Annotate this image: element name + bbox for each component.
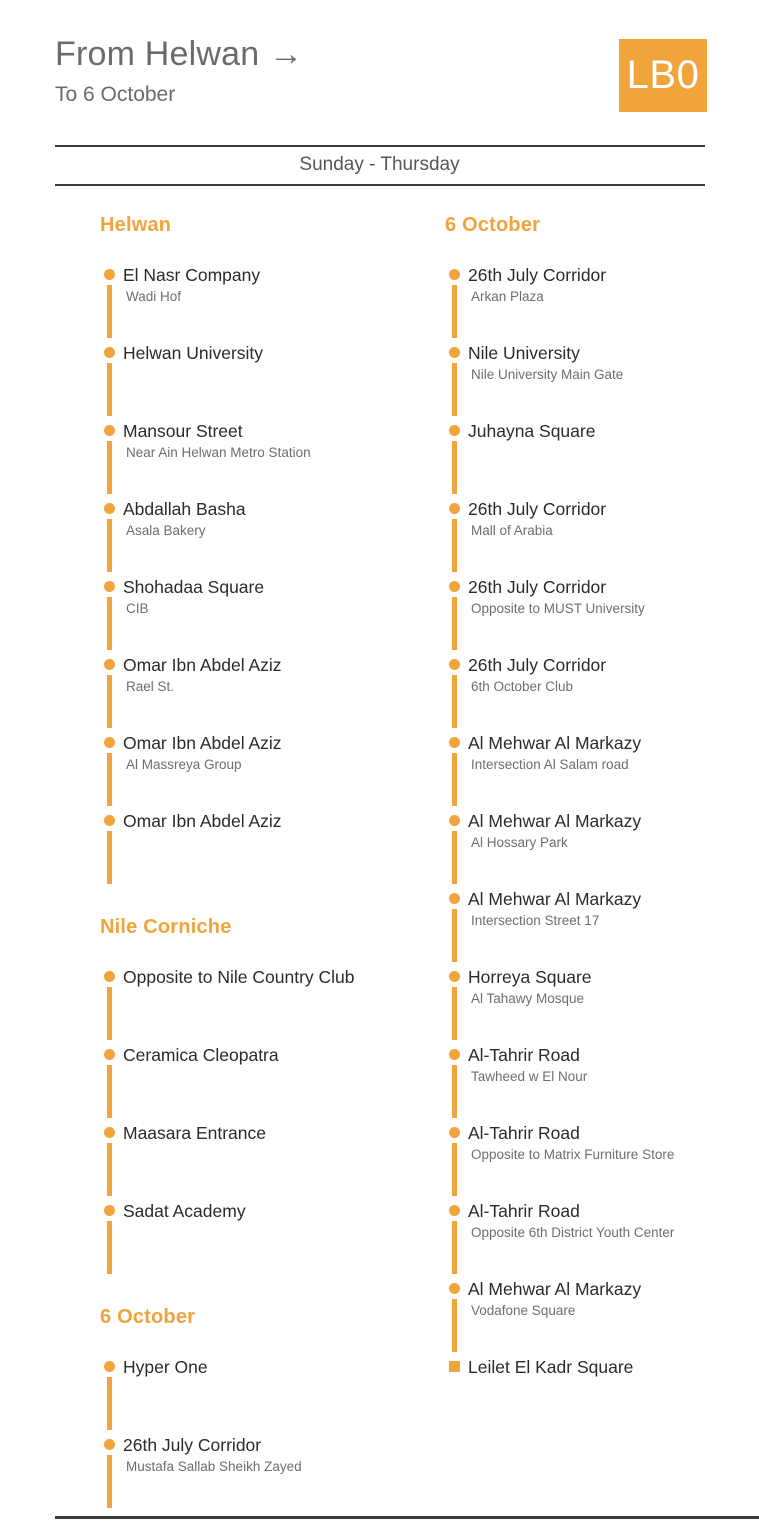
stop-dot-icon	[449, 893, 460, 904]
stop-item	[100, 733, 435, 814]
stop-item	[100, 1045, 435, 1126]
route-connector-line	[107, 1221, 112, 1274]
stop-dot-icon	[449, 659, 460, 670]
stop-detail: Tawheed w El Nour	[471, 1069, 588, 1084]
stop-name: Ceramica Cleopatra	[123, 1045, 279, 1065]
stop-item	[445, 889, 759, 970]
stop-dot-icon	[449, 815, 460, 826]
stop-name: Sadat Academy	[123, 1201, 246, 1221]
stop-name: 26th July Corridor	[468, 499, 607, 519]
route-connector-line	[107, 753, 112, 806]
stop-item	[100, 421, 435, 502]
stop-dot-icon	[104, 1439, 115, 1450]
stop-name: Opposite to Nile Country Club	[123, 967, 355, 987]
route-section	[100, 213, 435, 892]
stop-item	[445, 577, 759, 658]
stop-name: Leilet El Kadr Square	[468, 1357, 634, 1377]
stop-item	[100, 811, 435, 892]
route-connector-line	[107, 285, 112, 338]
stop-item	[445, 421, 759, 502]
route-connector-line	[107, 831, 112, 884]
route-connector-line	[452, 519, 457, 572]
stop-dot-icon	[104, 1205, 115, 1216]
stop-name: Horreya Square	[468, 967, 592, 987]
stop-item	[100, 1357, 435, 1438]
stop-detail: Rael St.	[126, 679, 175, 694]
route-connector-line	[452, 831, 457, 884]
stop-name: Hyper One	[123, 1357, 208, 1377]
route-section	[100, 915, 435, 1282]
stop-dot-icon	[449, 1205, 460, 1216]
stop-item	[100, 967, 435, 1048]
route-connector-line	[452, 675, 457, 728]
divider-banner-bottom	[55, 184, 705, 186]
route-connector-line	[452, 1065, 457, 1118]
stop-name: 26th July Corridor	[468, 265, 607, 285]
service-days-label: Sunday - Thursday	[299, 154, 460, 175]
stop-item	[445, 1123, 759, 1204]
stop-detail: Intersection Street 17	[471, 913, 600, 928]
stop-item	[445, 655, 759, 736]
stop-item	[445, 499, 759, 580]
stop-detail: 6th October Club	[471, 679, 574, 694]
stop-name: Helwan University	[123, 343, 264, 363]
route-section	[100, 1305, 435, 1516]
stop-item	[100, 1123, 435, 1204]
stop-detail: Al Hossary Park	[471, 835, 568, 850]
stop-item	[445, 343, 759, 424]
stop-dot-icon	[104, 1361, 115, 1372]
stop-name: Omar Ibn Abdel Aziz	[123, 811, 282, 831]
section-title: Helwan	[100, 214, 172, 236]
route-connector-line	[452, 1143, 457, 1196]
stop-dot-icon	[104, 503, 115, 514]
stop-dot-icon	[449, 1127, 460, 1138]
stop-dot-icon	[449, 971, 460, 982]
stop-name: 26th July Corridor	[123, 1435, 262, 1455]
stop-dot-icon	[104, 1127, 115, 1138]
route-connector-line	[452, 1299, 457, 1352]
stop-detail: Arkan Plaza	[471, 289, 544, 304]
terminus-square-icon	[449, 1361, 460, 1372]
stop-dot-icon	[104, 815, 115, 826]
stop-name: Al Mehwar Al Markazy	[468, 733, 642, 753]
stop-item	[100, 1201, 435, 1282]
stop-item	[100, 655, 435, 736]
route-connector-line	[452, 597, 457, 650]
stop-detail: CIB	[126, 601, 149, 616]
route-connector-line	[107, 1455, 112, 1508]
route-connector-line	[452, 363, 457, 416]
stop-item	[445, 1357, 759, 1438]
route-section	[445, 213, 759, 1438]
stop-detail: Opposite to MUST University	[471, 601, 645, 616]
route-connector-line	[107, 1143, 112, 1196]
stop-dot-icon	[104, 659, 115, 670]
stop-detail: Al Massreya Group	[126, 757, 242, 772]
stop-item	[445, 1201, 759, 1282]
stop-dot-icon	[104, 425, 115, 436]
stop-detail: Opposite 6th District Youth Center	[471, 1225, 675, 1240]
stop-detail: Al Tahawy Mosque	[471, 991, 585, 1006]
stop-item	[100, 343, 435, 424]
route-badge: LB0	[619, 39, 707, 112]
stop-item	[445, 967, 759, 1048]
route-connector-line	[107, 1377, 112, 1430]
page-subtitle: To 6 October	[55, 83, 176, 106]
stop-dot-icon	[104, 971, 115, 982]
stop-dot-icon	[449, 1049, 460, 1060]
stop-detail: Nile University Main Gate	[471, 367, 624, 382]
route-connector-line	[107, 675, 112, 728]
route-connector-line	[107, 519, 112, 572]
stop-detail: Intersection Al Salam road	[471, 757, 629, 772]
stop-name: Juhayna Square	[468, 421, 596, 441]
divider-top	[55, 145, 705, 147]
route-connector-line	[452, 285, 457, 338]
stop-name: 26th July Corridor	[468, 577, 607, 597]
stop-name: El Nasr Company	[123, 265, 261, 285]
stop-item	[100, 577, 435, 658]
stops-column-right	[445, 213, 759, 1438]
page-title: From Helwan →	[55, 35, 304, 73]
route-connector-line	[452, 1221, 457, 1274]
stop-item	[445, 733, 759, 814]
stop-dot-icon	[449, 581, 460, 592]
stop-name: Al Mehwar Al Markazy	[468, 1279, 642, 1299]
route-connector-line	[107, 597, 112, 650]
stop-item	[100, 265, 435, 346]
route-connector-line	[452, 909, 457, 962]
stop-name: Omar Ibn Abdel Aziz	[123, 655, 282, 675]
stop-item	[445, 1279, 759, 1360]
route-connector-line	[107, 987, 112, 1040]
stop-dot-icon	[104, 737, 115, 748]
stop-dot-icon	[449, 347, 460, 358]
route-connector-line	[107, 1065, 112, 1118]
stop-name: Nile University	[468, 343, 580, 363]
stop-name: Al Mehwar Al Markazy	[468, 811, 642, 831]
stop-item	[100, 1435, 435, 1516]
stop-item	[445, 265, 759, 346]
stop-detail: Mall of Arabia	[471, 523, 553, 538]
section-title: 6 October	[445, 214, 541, 236]
stop-detail: Asala Bakery	[126, 523, 206, 538]
divider-footer	[55, 1516, 759, 1519]
stop-name: Al-Tahrir Road	[468, 1201, 580, 1221]
stop-dot-icon	[104, 347, 115, 358]
route-connector-line	[107, 441, 112, 494]
route-connector-line	[452, 987, 457, 1040]
stop-name: Omar Ibn Abdel Aziz	[123, 733, 282, 753]
stop-detail: Near Ain Helwan Metro Station	[126, 445, 311, 460]
stop-name: Mansour Street	[123, 421, 243, 441]
stop-name: Al-Tahrir Road	[468, 1045, 580, 1065]
route-connector-line	[107, 363, 112, 416]
stops-column-left	[100, 213, 435, 1516]
stop-dot-icon	[104, 1049, 115, 1060]
stop-name: Shohadaa Square	[123, 577, 265, 597]
stop-item	[445, 1045, 759, 1126]
stop-detail: Mustafa Sallab Sheikh Zayed	[126, 1459, 302, 1474]
route-connector-line	[452, 441, 457, 494]
stop-dot-icon	[449, 1283, 460, 1294]
stop-dot-icon	[104, 269, 115, 280]
section-title: 6 October	[100, 1306, 196, 1328]
stop-detail: Vodafone Square	[471, 1303, 576, 1318]
stop-dot-icon	[449, 425, 460, 436]
stop-item	[100, 499, 435, 580]
section-title: Nile Corniche	[100, 916, 232, 938]
stop-dot-icon	[449, 269, 460, 280]
stop-dot-icon	[104, 581, 115, 592]
stop-name: Al Mehwar Al Markazy	[468, 889, 642, 909]
stop-dot-icon	[449, 737, 460, 748]
stop-name: Al-Tahrir Road	[468, 1123, 580, 1143]
stop-detail: Wadi Hof	[126, 289, 182, 304]
stop-dot-icon	[449, 503, 460, 514]
stop-name: Maasara Entrance	[123, 1123, 266, 1143]
stop-name: Abdallah Basha	[123, 499, 246, 519]
stop-detail: Opposite to Matrix Furniture Store	[471, 1147, 675, 1162]
stop-item	[445, 811, 759, 892]
stop-name: 26th July Corridor	[468, 655, 607, 675]
route-connector-line	[452, 753, 457, 806]
